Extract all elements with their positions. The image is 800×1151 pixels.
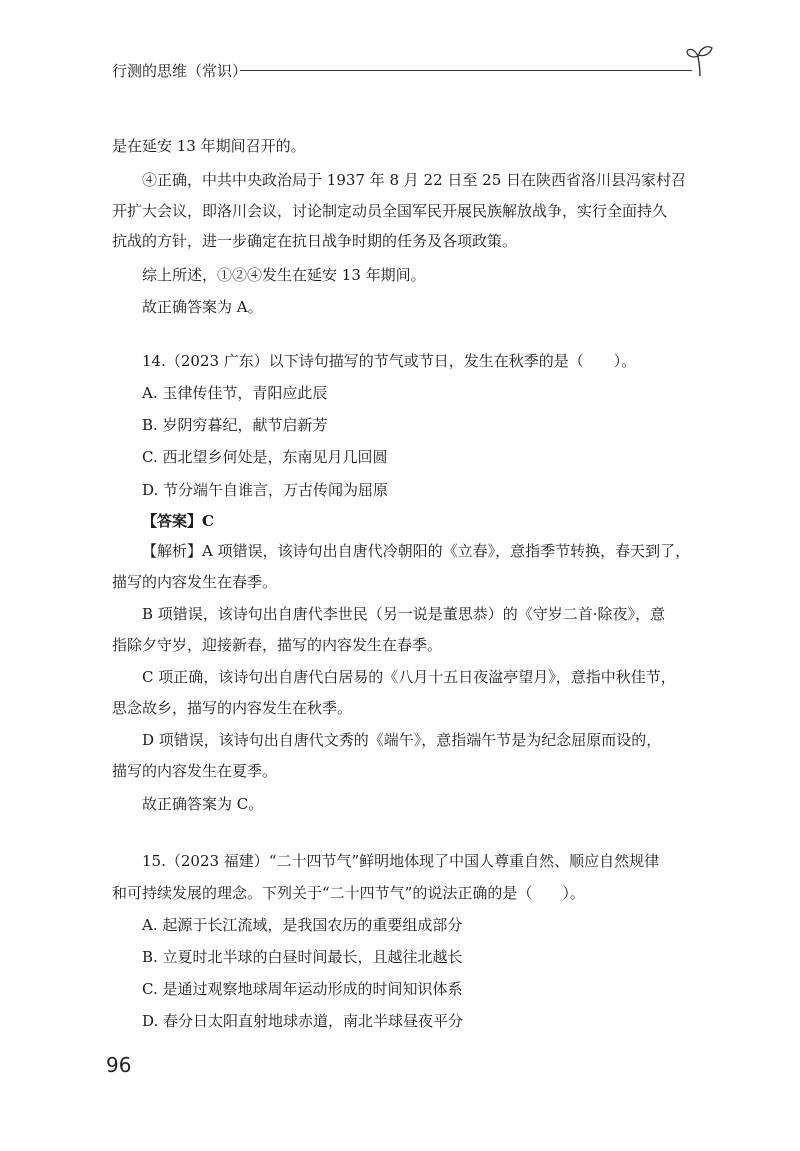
sprout-icon (686, 42, 714, 78)
text-line: 开扩大会议，即洛川会议，讨论制定动员全国军民开展民族解放战争，实行全面持久 (112, 202, 668, 220)
running-header (112, 56, 712, 86)
option-b: B. 立夏时北半球的白昼时间最长，且越往北越长 (142, 948, 463, 966)
option-c: C. 是通过观察地球周年运动形成的时间知识体系 (142, 980, 463, 998)
question-14: 14.（2023 广东）以下诗句描写的节气或节日，发生在秋季的是（ ）。 (142, 352, 637, 370)
option-d: D. 节分端午自谁言，万古传闻为屈原 (142, 481, 389, 499)
option-a: A. 玉律传佳节，青阳应此辰 (142, 384, 328, 402)
analysis-line: 思念故乡，描写的内容发生在秋季。 (112, 699, 353, 717)
option-d: D. 春分日太阳直射地球赤道，南北半球昼夜平分 (142, 1012, 464, 1030)
text-line: 是在延安 13 年期间召开的。 (112, 137, 306, 155)
text-line: 综上所述，①②④发生在延安 13 年期间。 (142, 266, 426, 284)
analysis-line: C 项正确，该诗句出自唐代白居易的《八月十五日夜湓亭望月》，意指中秋佳节， (142, 668, 676, 686)
book-title: 行测的思维（常识） (112, 62, 248, 80)
analysis-line: 描写的内容发生在夏季。 (112, 762, 278, 780)
question-15: 15.（2023 福建）“二十四节气”鲜明地体现了中国人尊重自然、顺应自然规律 (142, 852, 660, 870)
analysis-line: 指除夕守岁，迎接新春，描写的内容发生在春季。 (112, 636, 443, 654)
final-answer: 故正确答案为 C。 (142, 795, 264, 813)
answer-label: 【答案】C (142, 512, 214, 530)
analysis-line: B 项错误，该诗句出自唐代李世民（另一说是董思恭）的《守岁二首·除夜》，意 (142, 605, 666, 623)
option-c: C. 西北望乡何处是，东南见月几回圆 (142, 448, 388, 466)
option-a: A. 起源于长江流域，是我国农历的重要组成部分 (142, 916, 463, 934)
analysis-line: 描写的内容发生在春季。 (112, 573, 278, 591)
page-number: 96 (106, 1053, 132, 1077)
text-line: 故正确答案为 A。 (142, 298, 263, 316)
analysis-line: D 项错误，该诗句出自唐代文秀的《端午》，意指端午节是为纪念屈原而设的， (142, 731, 662, 749)
header-rule (240, 70, 692, 71)
analysis-line: 【解析】A 项错误，该诗句出自唐代冷朝阳的《立春》，意指季节转换，春天到了， (142, 542, 691, 560)
question-15-cont: 和可持续发展的理念。下列关于“二十四节气”的说法正确的是（ ）。 (112, 884, 585, 902)
text-line: ④正确，中共中央政治局于 1937 年 8 月 22 日至 25 日在陕西省洛川县冯家村召 (142, 171, 687, 189)
text-line: 抗战的方针，进一步确定在抗日战争时期的任务及各项政策。 (112, 232, 518, 250)
option-b: B. 岁阴穷暮纪，献节启新芳 (142, 416, 328, 434)
